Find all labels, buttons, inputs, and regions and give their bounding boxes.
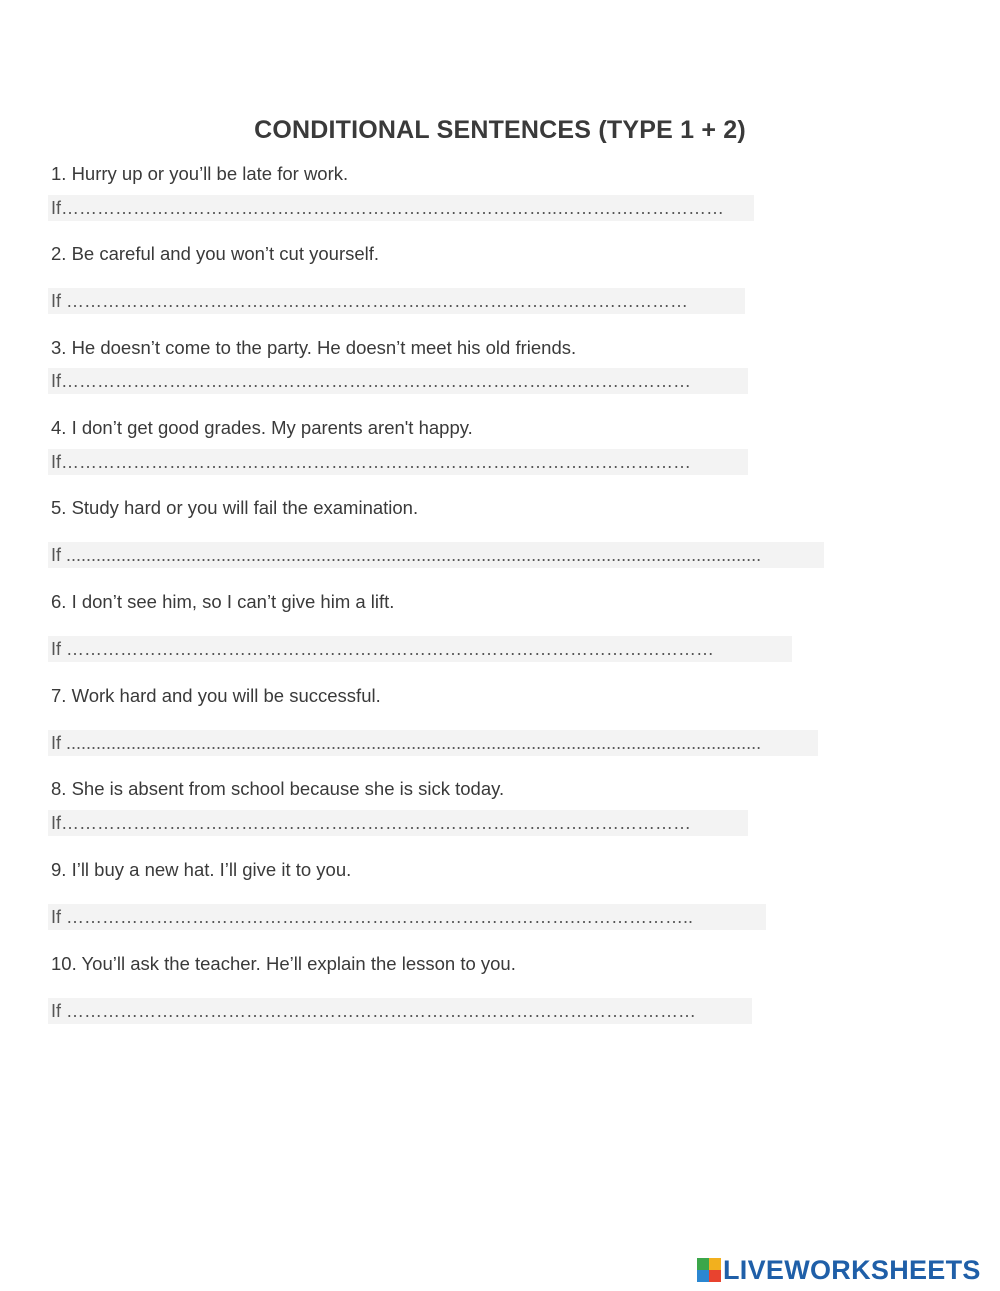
answer-field-8[interactable]: If…………………………………………………………………………………………… [48, 810, 748, 836]
question-2: 2. Be careful and you won’t cut yourself. [51, 243, 380, 264]
question-7: 7. Work hard and you will be successful. [51, 685, 381, 706]
question-1: 1. Hurry up or you’ll be late for work. [51, 163, 349, 184]
question-3: 3. He doesn’t come to the party. He doesn’t meet his old friends. [51, 337, 577, 358]
liveworksheets-logo [697, 1254, 981, 1286]
question-9: 9. I’ll buy a new hat. I’ll give it to you. [51, 859, 352, 880]
question-5: 5. Study hard or you will fail the examination. [51, 497, 419, 518]
logo-block [697, 1270, 709, 1282]
logo-text: LIVEWORKSHEETS [723, 1254, 981, 1285]
answer-field-1[interactable]: If………………………………………………………………………..……….……………… [48, 195, 754, 221]
answer-field-5[interactable]: If ........................................................................................................................................... [48, 542, 824, 568]
question-4: 4. I don’t get good grades. My parents aren't happy. [51, 417, 473, 438]
answer-field-6[interactable]: If ……………………………………………………………………………………………… [48, 636, 792, 662]
logo-block [709, 1258, 721, 1270]
question-6: 6. I don’t see him, so I can’t give him a lift. [51, 591, 395, 612]
answer-field-3[interactable]: If…………………………………………………………………………………………… [48, 368, 748, 394]
logo-block [697, 1258, 709, 1270]
logo-block [709, 1270, 721, 1282]
answer-field-2[interactable]: If ……………………………………………………..…………………………………… [48, 288, 745, 314]
worksheet-title: CONDITIONAL SENTENCES (TYPE 1 + 2) [254, 116, 746, 144]
question-8: 8. She is absent from school because she is sick today. [51, 778, 505, 799]
answer-field-4[interactable]: If…………………………………………………………………………………………… [48, 449, 748, 475]
answer-field-7[interactable]: If ........................................................................................................................................... [48, 730, 818, 756]
answer-field-9[interactable]: If ………………………………………………………………………….……………….. [48, 904, 766, 930]
question-10: 10. You’ll ask the teacher. He’ll explain the lesson to you. [51, 953, 516, 974]
answer-field-10[interactable]: If …………………………………………………………………………………………… [48, 998, 752, 1024]
logo-blocks-icon [697, 1258, 721, 1282]
